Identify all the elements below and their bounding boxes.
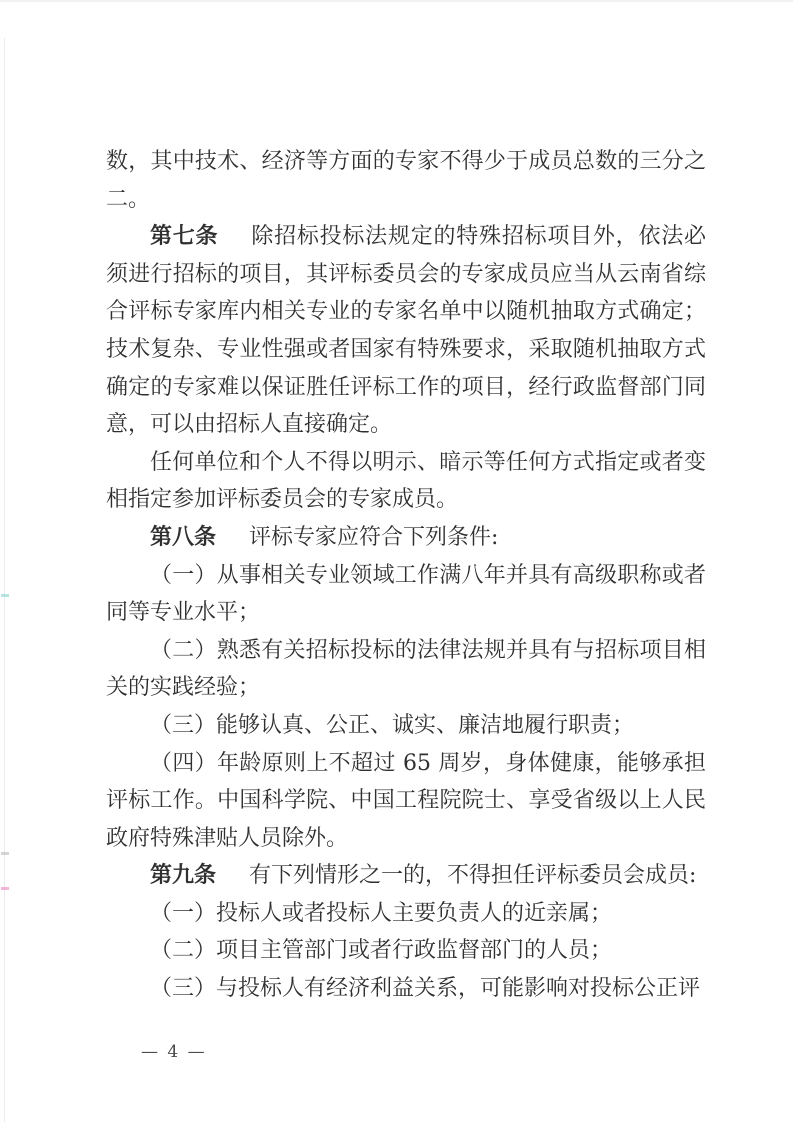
scan-artifact-tick	[1, 594, 9, 597]
scan-artifact-edge-line	[4, 38, 5, 1122]
document-body	[106, 143, 706, 1008]
paragraph-text: （三）能够认真、公正、诚实、廉洁地履行职责；	[150, 712, 635, 738]
paragraph-text: 评标专家应符合下列条件:	[249, 524, 499, 550]
paragraph-article-7	[106, 218, 706, 444]
paragraph-text: （二）项目主管部门或者行政监督部门的人员；	[150, 938, 613, 964]
paragraph-text: （一）投标人或者投标人主要负责人的近亲属；	[150, 900, 613, 926]
paragraph-text: （四）年龄原则上不超过 65 周岁，身体健康，能够承担评标工作。中国科学院、中国工程院院士、享受省级以上人民政府特殊津贴人员除外。	[106, 750, 706, 851]
paragraph-text: 除招标投标法规定的特殊招标项目外，依法必须进行招标的项目，其评标委员会的专家成员应当从云南省综合评标专家库内相关专业的专家名单中以随机抽取方式确定；技术复杂、专业性强或者国家有特殊要求，采取随机抽取方式确定的专家难以保证胜任评标工作的项目，经行政监督部门同意，可以由招标人直接确定。	[106, 224, 706, 438]
scan-artifact-tick	[1, 887, 9, 890]
paragraph-text: （三）与投标人有经济利益关系，可能影响对投标公正评	[150, 976, 701, 1002]
scan-artifact-top-line	[0, 0, 793, 2]
paragraph-article-8-item-3	[106, 707, 706, 745]
paragraph-continuation	[106, 143, 706, 218]
paragraph-article-8-item-2	[106, 632, 706, 707]
scan-artifact-tick	[1, 852, 9, 855]
paragraph-text: （一）从事相关专业领域工作满八年并具有高级职称或者同等专业水平；	[106, 562, 706, 626]
paragraph-article-9-item-1	[106, 895, 706, 933]
paragraph-article-9-item-3	[106, 970, 706, 1008]
paragraph-article-7-supplement	[106, 444, 706, 519]
page-number: — 4 —	[141, 1042, 207, 1062]
paragraph-article-9-item-2	[106, 932, 706, 970]
paragraph-text: 有下列情形之一的，不得担任评标委员会成员:	[249, 863, 697, 889]
paragraph-text: 数，其中技术、经济等方面的专家不得少于成员总数的三分之二。	[106, 149, 706, 212]
paragraph-text: 任何单位和个人不得以明示、暗示等任何方式指定或者变相指定参加评标委员会的专家成员。	[106, 449, 706, 513]
paragraph-article-9	[106, 857, 706, 895]
paragraph-article-8-item-1	[106, 557, 706, 632]
paragraph-article-8	[106, 519, 706, 557]
article-7-heading: 第七条	[150, 223, 219, 250]
article-9-heading: 第九条	[150, 862, 217, 889]
paragraph-text: （二）熟悉有关招标投标的法律法规并具有与招标项目相关的实践经验；	[106, 637, 706, 701]
article-8-heading: 第八条	[150, 523, 217, 550]
paragraph-article-8-item-4	[106, 745, 706, 858]
